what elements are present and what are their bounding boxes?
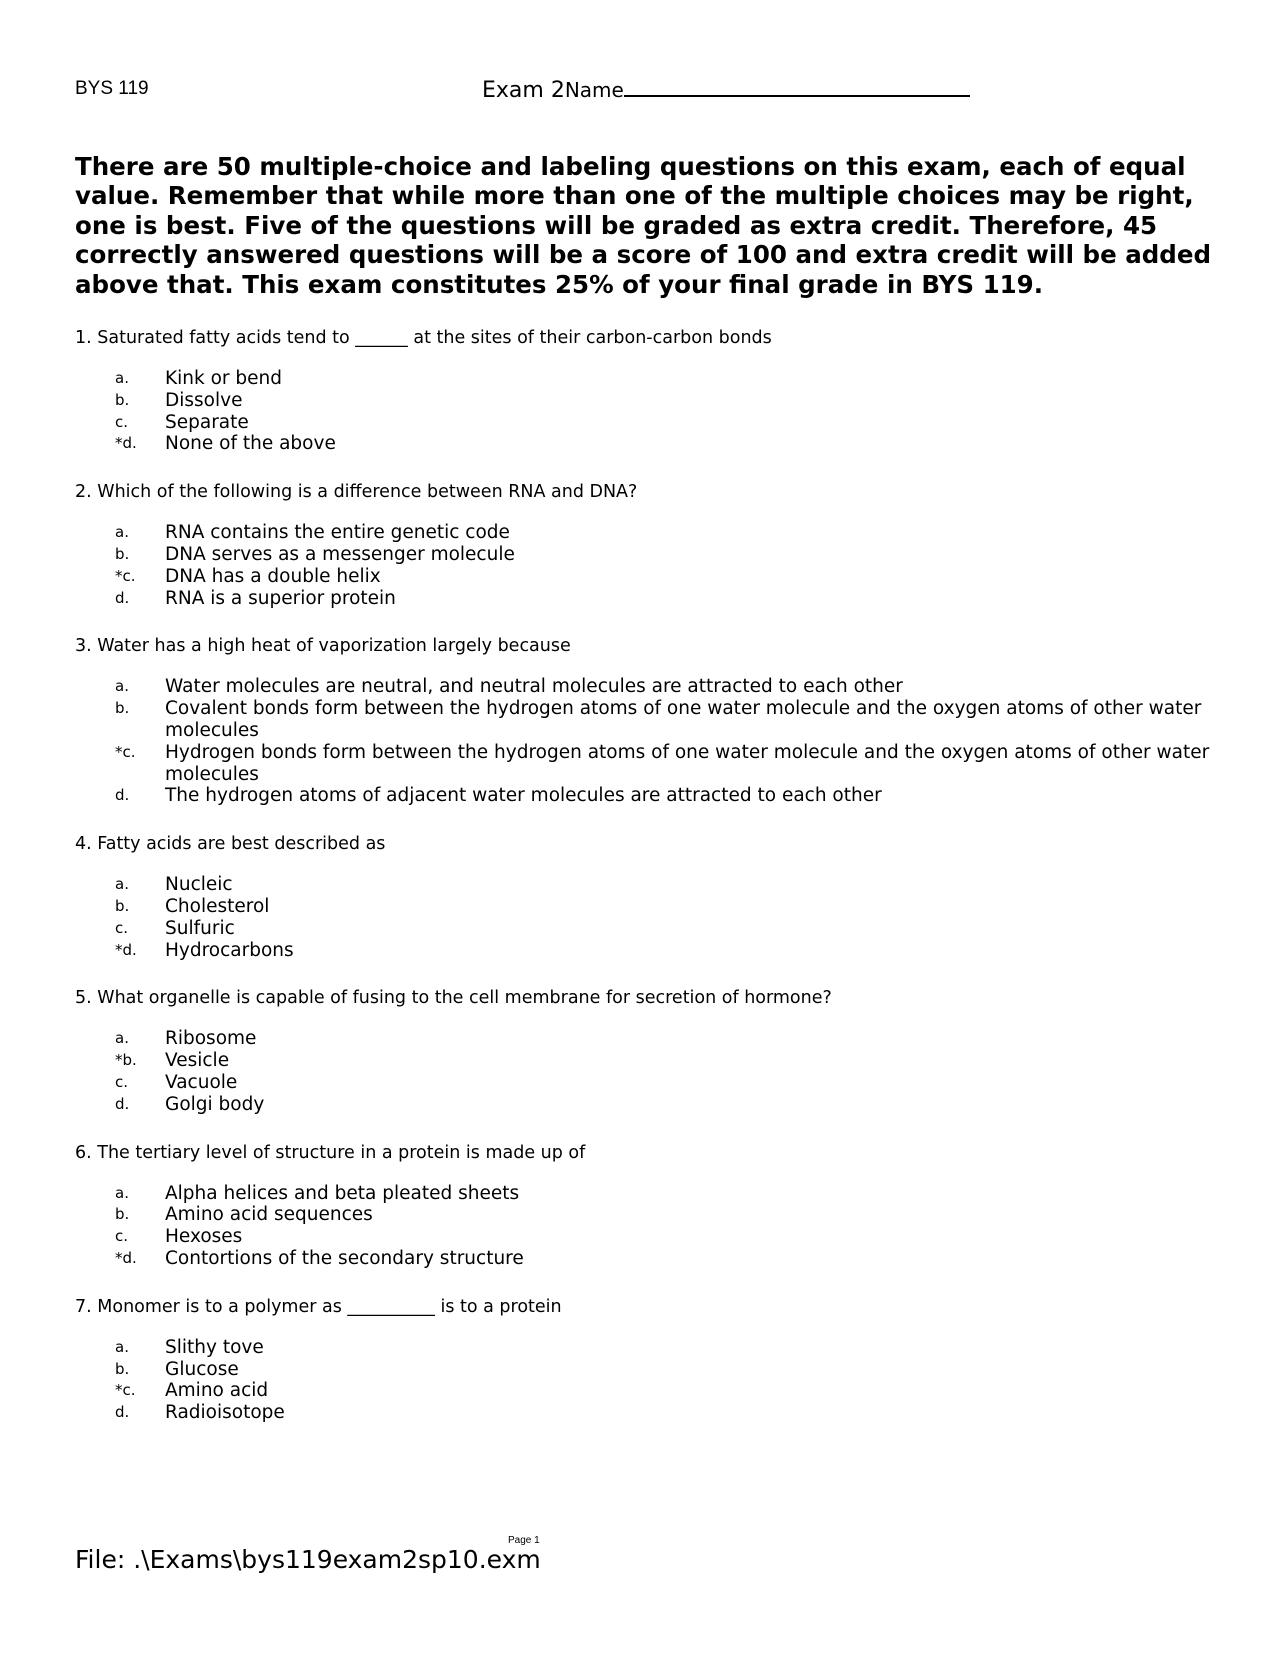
question-stem: 1. Saturated fatty acids tend to ______ at the sites of their carbon-carbon bonds <box>75 328 772 348</box>
choice-text: Hydrocarbons <box>165 939 294 961</box>
choice-text: Hydrogen bonds form between the hydrogen atoms of one water molecule and the oxygen atoms of other water molecules <box>165 741 1210 785</box>
question-1 <box>75 326 1215 455</box>
choice-list <box>75 1337 1215 1424</box>
choice-letter: c. <box>115 1072 129 1091</box>
choice-letter: a. <box>115 369 129 387</box>
file-path: File: .\Exams\bys119exam2sp10.exm <box>75 1545 541 1574</box>
choice-item <box>75 368 1215 390</box>
choice-letter: *c. <box>115 566 136 585</box>
choice-letter: d. <box>115 786 130 805</box>
page-number: Page 1 <box>508 1535 540 1546</box>
choice-letter: c. <box>115 1227 129 1246</box>
question-6 <box>75 1141 1215 1270</box>
choice-letter: *d. <box>115 434 137 453</box>
choice-text: Dissolve <box>165 389 243 411</box>
choice-text: Water molecules are neutral, and neutral molecules are attracted to each other <box>165 676 903 698</box>
choice-letter: *c. <box>115 1381 136 1400</box>
choice-item <box>75 433 1215 455</box>
choice-text: RNA is a superior protein <box>165 587 396 609</box>
choice-text: Kink or bend <box>165 368 282 389</box>
choice-text: None of the above <box>165 433 336 455</box>
choice-text: Slithy tove <box>165 1336 264 1358</box>
choice-text: DNA serves as a messenger molecule <box>165 543 515 565</box>
choice-text: The hydrogen atoms of adjacent water molecules are attracted to each other <box>165 785 882 807</box>
choice-item <box>75 1402 1215 1424</box>
choice-item <box>75 874 1215 896</box>
choice-item <box>75 1072 1215 1094</box>
choice-item <box>75 785 1215 807</box>
choice-text: Contortions of the secondary structure <box>165 1247 524 1269</box>
choice-text: RNA contains the entire genetic code <box>165 522 510 544</box>
choice-item <box>75 390 1215 412</box>
choice-item <box>75 918 1215 940</box>
question-5 <box>75 986 1215 1115</box>
choice-letter: a. <box>115 677 129 696</box>
question-2 <box>75 480 1215 609</box>
choice-item <box>75 544 1215 566</box>
name-blank-line <box>624 75 970 97</box>
choice-text: Vacuole <box>165 1071 238 1093</box>
question-stem: 5. What organelle is capable of fusing to the cell membrane for secretion of hormone? <box>75 988 832 1009</box>
choice-text: Cholesterol <box>165 895 270 917</box>
choice-item <box>75 588 1215 610</box>
choice-text: Covalent bonds form between the hydrogen atoms of one water molecule and the oxygen atoms of other water molecules <box>165 698 1202 741</box>
choice-item <box>75 676 1215 698</box>
choice-letter: c. <box>115 918 129 937</box>
exam-instructions: There are 50 multiple-choice and labeling questions on this exam, each of equal value. Remember that while more than one of the multiple choices may be right, one is best. Five of the questions will be graded as extra credit. Therefore, 45 correctly answered questions will be a score of 100 and extra credit will be added above that. This exam constitutes 25% of your final grade in BYS 119. <box>75 152 1211 299</box>
question-4 <box>75 832 1215 961</box>
question-list <box>75 326 1215 1449</box>
choice-letter: d. <box>115 1403 130 1422</box>
choice-list <box>75 522 1215 609</box>
choice-text: Sulfuric <box>165 917 235 939</box>
choice-letter: b. <box>115 1359 130 1378</box>
choice-text: Radioisotope <box>165 1402 285 1424</box>
choice-list <box>75 874 1215 961</box>
choice-item <box>75 1028 1215 1050</box>
choice-letter: a. <box>115 523 129 542</box>
choice-item <box>75 1248 1215 1270</box>
exam-header <box>482 75 970 103</box>
choice-item <box>75 1337 1215 1359</box>
course-code: BYS 119 <box>75 78 149 99</box>
choice-item <box>75 1183 1215 1205</box>
choice-list <box>75 1183 1215 1270</box>
question-stem: 2. Which of the following is a difference between RNA and DNA? <box>75 482 638 503</box>
choice-text: Alpha helices and beta pleated sheets <box>165 1182 520 1204</box>
choice-text: Hexoses <box>165 1226 243 1248</box>
question-7 <box>75 1295 1215 1424</box>
choice-text: Golgi body <box>165 1093 265 1115</box>
choice-text: Amino acid <box>165 1380 269 1402</box>
choice-item <box>75 1050 1215 1072</box>
choice-letter: *c. <box>115 742 136 761</box>
choice-letter: b. <box>115 1205 130 1224</box>
choice-letter: b. <box>115 896 130 915</box>
choice-letter: *b. <box>115 1051 137 1070</box>
choice-item <box>75 412 1215 434</box>
choice-item <box>75 522 1215 544</box>
question-stem: 6. The tertiary level of structure in a protein is made up of <box>75 1142 586 1163</box>
choice-letter: b. <box>115 390 130 409</box>
choice-item <box>75 1359 1215 1381</box>
choice-item <box>75 896 1215 918</box>
choice-letter: d. <box>115 1094 130 1113</box>
name-label: Name <box>564 78 624 102</box>
exam-title: Exam 2 <box>482 78 565 103</box>
choice-item <box>75 1380 1215 1402</box>
choice-item <box>75 1226 1215 1248</box>
choice-letter: b. <box>115 699 130 718</box>
choice-item <box>75 1094 1215 1116</box>
question-stem: 4. Fatty acids are best described as <box>75 834 386 855</box>
choice-item <box>75 698 1215 742</box>
choice-letter: a. <box>115 1029 129 1048</box>
choice-letter: a. <box>115 875 129 894</box>
choice-letter: d. <box>115 588 130 607</box>
choice-item <box>75 566 1215 588</box>
choice-letter: b. <box>115 544 130 563</box>
choice-text: Vesicle <box>165 1050 230 1072</box>
choice-letter: a. <box>115 1183 129 1202</box>
choice-letter: c. <box>115 412 129 431</box>
choice-list <box>75 676 1215 807</box>
question-stem: 7. Monomer is to a polymer as __________ is to a protein <box>75 1296 562 1317</box>
choice-text: Separate <box>165 411 249 433</box>
choice-letter: a. <box>115 1337 129 1356</box>
choice-letter: *d. <box>115 940 137 959</box>
choice-item <box>75 1204 1215 1226</box>
choice-list <box>75 368 1215 455</box>
choice-item <box>75 940 1215 962</box>
choice-text: Ribosome <box>165 1028 257 1050</box>
choice-text: Amino acid sequences <box>165 1204 373 1226</box>
choice-text: Glucose <box>165 1358 239 1380</box>
choice-item <box>75 742 1215 786</box>
choice-letter: *d. <box>115 1248 137 1267</box>
choice-text: Nucleic <box>165 874 233 896</box>
choice-list <box>75 1028 1215 1115</box>
choice-text: DNA has a double helix <box>165 565 381 587</box>
question-stem: 3. Water has a high heat of vaporization largely because <box>75 636 571 657</box>
question-3 <box>75 634 1215 807</box>
